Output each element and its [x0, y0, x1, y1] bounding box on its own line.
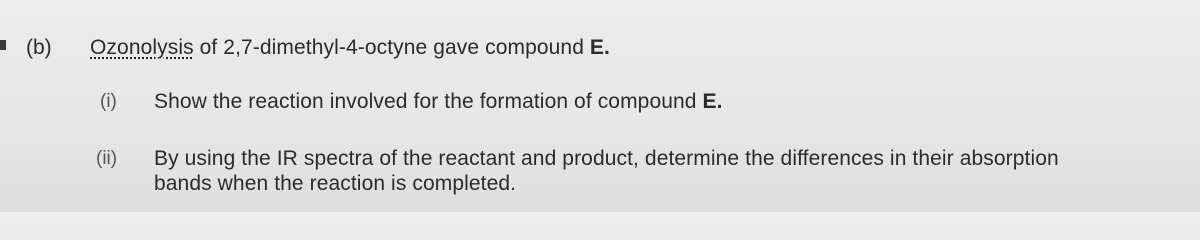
part-ii-number: (ii): [96, 148, 118, 169]
question-text: [90, 36, 610, 60]
part-i-text: [154, 90, 723, 114]
part-i-period: .: [716, 90, 723, 113]
question-body: of 2,7-dimethyl-4-octyne gave compound: [193, 36, 590, 59]
compound-label: E: [589, 36, 605, 59]
question-period: .: [604, 36, 610, 59]
question-label: (b): [26, 36, 52, 59]
part-i-compound: E: [702, 90, 717, 113]
part-i-body: Show the reaction involved for the formation of compound: [154, 90, 703, 113]
part-ii-line-1: By using the IR spectra of the reactant and product, determine the differences in their absorption: [154, 147, 1059, 170]
part-i-number: (i): [100, 91, 117, 112]
margin-mark: [0, 40, 6, 50]
ozonolysis-word: Ozonolysis: [90, 36, 194, 59]
part-ii-line-2: bands when the reaction is completed.: [154, 172, 517, 195]
